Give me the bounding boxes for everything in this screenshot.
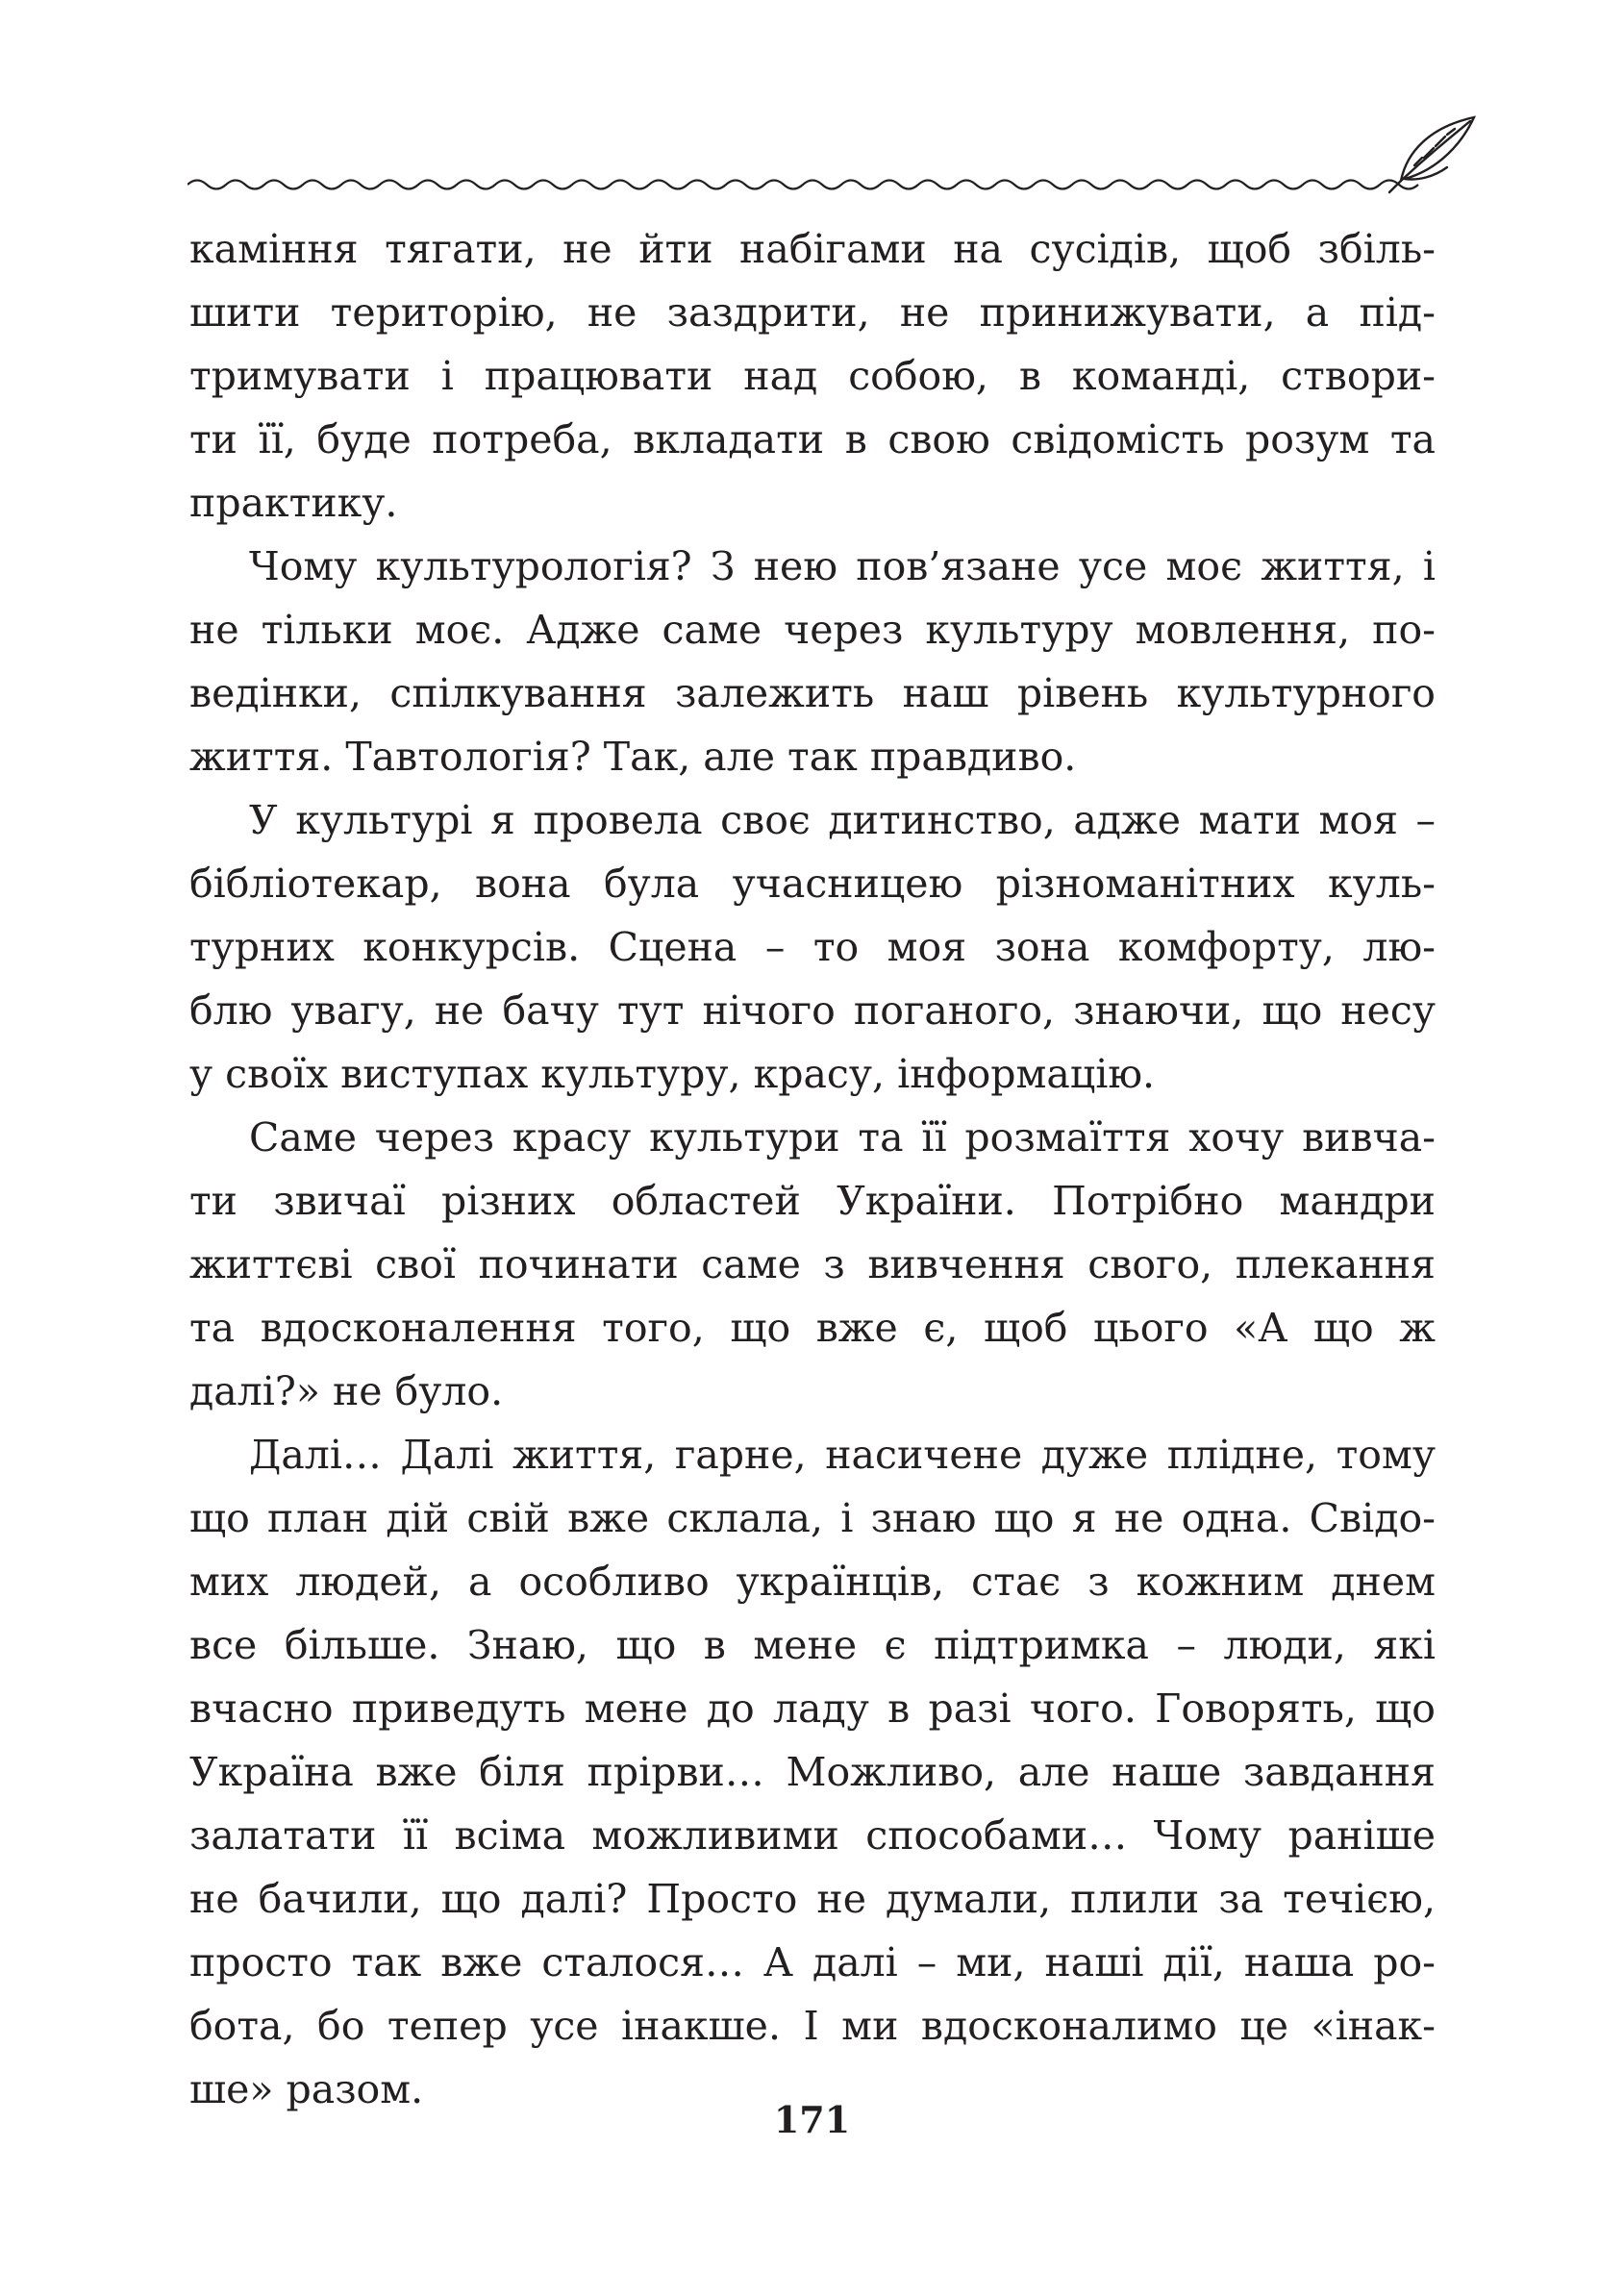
feather-quill-icon [1389, 117, 1474, 192]
paragraph-4 [189, 1106, 1436, 1423]
text-line: каміння тягати, не йти набігами на сусідів, щоб збіль- [189, 226, 1436, 272]
text-line: все більше. Знаю, що в мене є підтримка – люди, які [189, 1622, 1436, 1668]
text-line: життя. Тавтологія? Так, але так правдиво. [189, 734, 1077, 780]
body-text [189, 217, 1436, 2121]
text-line: ти її, буде потреба, вкладати в свою свідомість розум та [189, 416, 1436, 462]
text-line: ше» разом. [189, 2066, 424, 2112]
text-line: не бачили, що далі? Просто не думали, плили за течією, [189, 1876, 1436, 1922]
text-line: У культурі я провела своє дитинство, адже мати моя – [249, 797, 1436, 843]
text-line: та вдосконалення того, що вже є, щоб цього «А що ж [189, 1305, 1436, 1351]
paragraph-5 [189, 1423, 1436, 2121]
text-line: що план дій свій вже склала, і знаю що я не одна. Свідо- [189, 1495, 1436, 1541]
text-line: шити територію, не заздрити, не принижувати, а під- [189, 289, 1436, 336]
header-ornament [187, 113, 1476, 210]
text-line: залатати її всіма можливими способами… Чому раніше [189, 1812, 1436, 1859]
text-line: не тільки моє. Адже саме через культуру мовлення, по- [189, 607, 1436, 653]
text-line: практику. [189, 480, 398, 526]
text-line: далі?» не було. [189, 1368, 504, 1414]
text-line: турних конкурсів. Сцена – то моя зона комфорту, лю- [189, 924, 1436, 970]
text-line: Чому культурологія? З нею пов’язане усе моє життя, і [249, 543, 1436, 589]
wavy-line-divider [187, 181, 1418, 189]
text-line: Далі… Далі життя, гарне, насичене дуже плідне, тому [249, 1432, 1436, 1478]
text-line: Саме через красу культури та її розмаїття хочу вивча- [249, 1114, 1436, 1161]
text-line: вчасно приведуть мене до ладу в разі чого. Говорять, що [189, 1685, 1436, 1732]
text-line: мих людей, а особливо українців, стає з кожним днем [189, 1559, 1436, 1605]
text-line: тримувати і працювати над собою, в команді, створи- [189, 353, 1436, 399]
text-line: ти звичаї різних областей України. Потрібно мандри [189, 1178, 1436, 1224]
text-line: бота, бо тепер усе інакше. І ми вдосконалимо це «інак- [189, 2003, 1436, 2049]
paragraph-2 [189, 535, 1436, 788]
text-line: Україна вже біля прірви… Можливо, але наше завдання [189, 1749, 1436, 1795]
paragraph-1 [189, 217, 1436, 535]
text-line: життєві свої починати саме з вивчення свого, плекання [189, 1241, 1436, 1287]
text-line: ведінки, спілкування залежить наш рівень культурного [189, 670, 1436, 716]
text-line: у своїх виступах культуру, красу, інформацію. [189, 1051, 1156, 1097]
paragraph-3 [189, 788, 1436, 1106]
page-number: 171 [773, 2098, 851, 2141]
text-line: блю увагу, не бачу тут нічого поганого, знаючи, що несу [189, 987, 1436, 1034]
text-line: просто так вже сталося… А далі – ми, наші дії, наша ро- [189, 1939, 1436, 1985]
text-line: бібліотекар, вона була учасницею різноманітних куль- [189, 861, 1436, 907]
